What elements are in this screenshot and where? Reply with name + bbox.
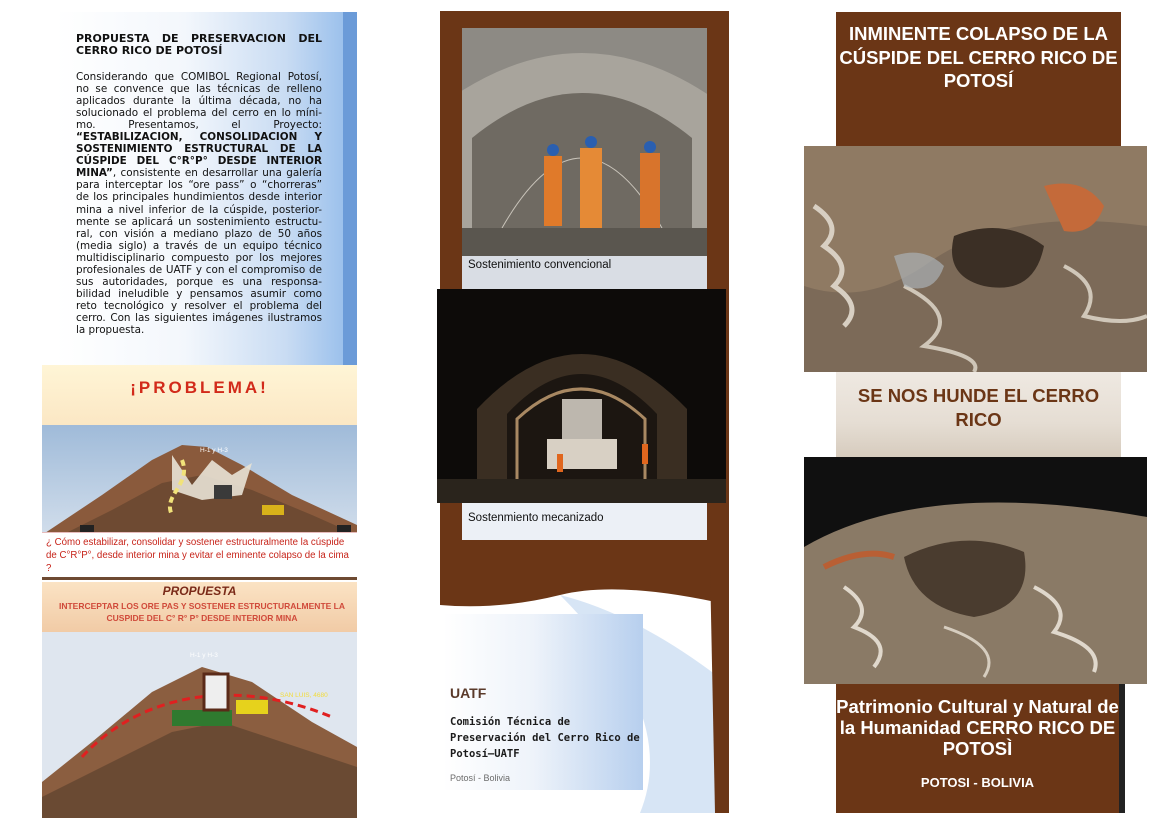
proposal-label-sanluis: SAN LUIS, 4680 — [280, 692, 328, 699]
uatf-info-box — [443, 614, 643, 790]
uatf-title: UATF — [450, 685, 487, 701]
heritage-title: Patrimonio Cultural y Natural de la Humanidad CERRO RICO DE POTOSÌ — [836, 696, 1119, 759]
location-text: Potosí - Bolivia — [450, 773, 511, 783]
blue-accent-strip — [343, 12, 357, 365]
proposal-heading: PROPUESTA DE PRESERVACION DEL CERRO RICO DE POTOSÍ — [76, 32, 322, 57]
problem-caption: ¿ Cómo estabilizar, consolidar y sostener estructuralmente la cúspide de C°R°P°, desde interior mina y evitar el eminente colapso de la cima ? — [46, 537, 349, 574]
proposal-body-text — [76, 71, 322, 336]
tunnel-workers-image — [462, 28, 707, 256]
aerial-photo-top — [804, 146, 1147, 372]
location-subtitle: POTOSI - BOLIVIA — [920, 775, 1035, 790]
caption-conventional: Sostenimiento convencional — [468, 259, 612, 271]
proposal-label-h1h3: H-1 y H-3 — [190, 652, 218, 659]
tunnel-machine-image — [437, 289, 726, 503]
problem-label: H-1 y H-3 — [200, 447, 228, 454]
proposal-title: PROPUESTA — [162, 584, 237, 598]
aerial-photo-bottom — [804, 457, 1147, 684]
cerro-aerial-image-1 — [804, 146, 1147, 372]
body-project-name: “ESTABILIZACION, CONSOLIDACION Y SOSTENIMIENTO ESTRUCTURAL DE LA CÚSPIDE DEL C°R°P° DESDE INTERIOR MINA” — [76, 131, 322, 180]
conventional-support-photo — [462, 28, 707, 293]
cover-title: INMINENTE COLAPSO DE LA CÚSPIDE DEL CERRO RICO DE POTOSÍ — [839, 23, 1118, 91]
cerro-aerial-image-2 — [804, 457, 1147, 684]
mechanized-support-photo — [437, 289, 726, 503]
caption-mechanized: Sostenmiento mecanizado — [468, 512, 604, 524]
body-rest: , consistente en desarrollar una galería para interceptar los “ore pass” o “chorreras” de los principales hundimientos desde interior mina a nivel inferior de la cúspide, posterior-mente se aplicará un sostenimiento estructu-ral, con visión a mediano plazo de 50 años (media siglo) a través de un equipo técnico multidisciplinario compuesto por los mejores profesionales de UATF y con el compromiso de sus autoridades, porque es una responsa-bilidad ineludible y pensamos asumir como reto tecnológico y resolver el problema del cerro. Con las siguientes imágenes ilustramos la propuesta. — [76, 167, 322, 336]
headline-text: SE NOS HUNDE EL CERRO RICO — [857, 385, 1100, 430]
proposal-subtitle: INTERCEPTAR LOS ORE PAS Y SOSTENER ESTRUCTURALMENTE LA CUSPIDE DEL C° R° P° DESDE INTERIOR MINA — [58, 601, 346, 623]
commission-name: Comisión Técnica de Preservación del Cerro Rico de Potosí—UATF — [450, 716, 640, 760]
body-intro: Considerando que COMIBOL Regional Potosí, no se convence que las técnicas de relleno aplicados durante la última década, no ha solucionado el problema del cerro en lo míni-mo. Presentamos, el Proyecto: — [76, 71, 322, 132]
problem-title: ¡PROBLEMA! — [130, 378, 269, 397]
footer-shadow — [1119, 684, 1125, 813]
